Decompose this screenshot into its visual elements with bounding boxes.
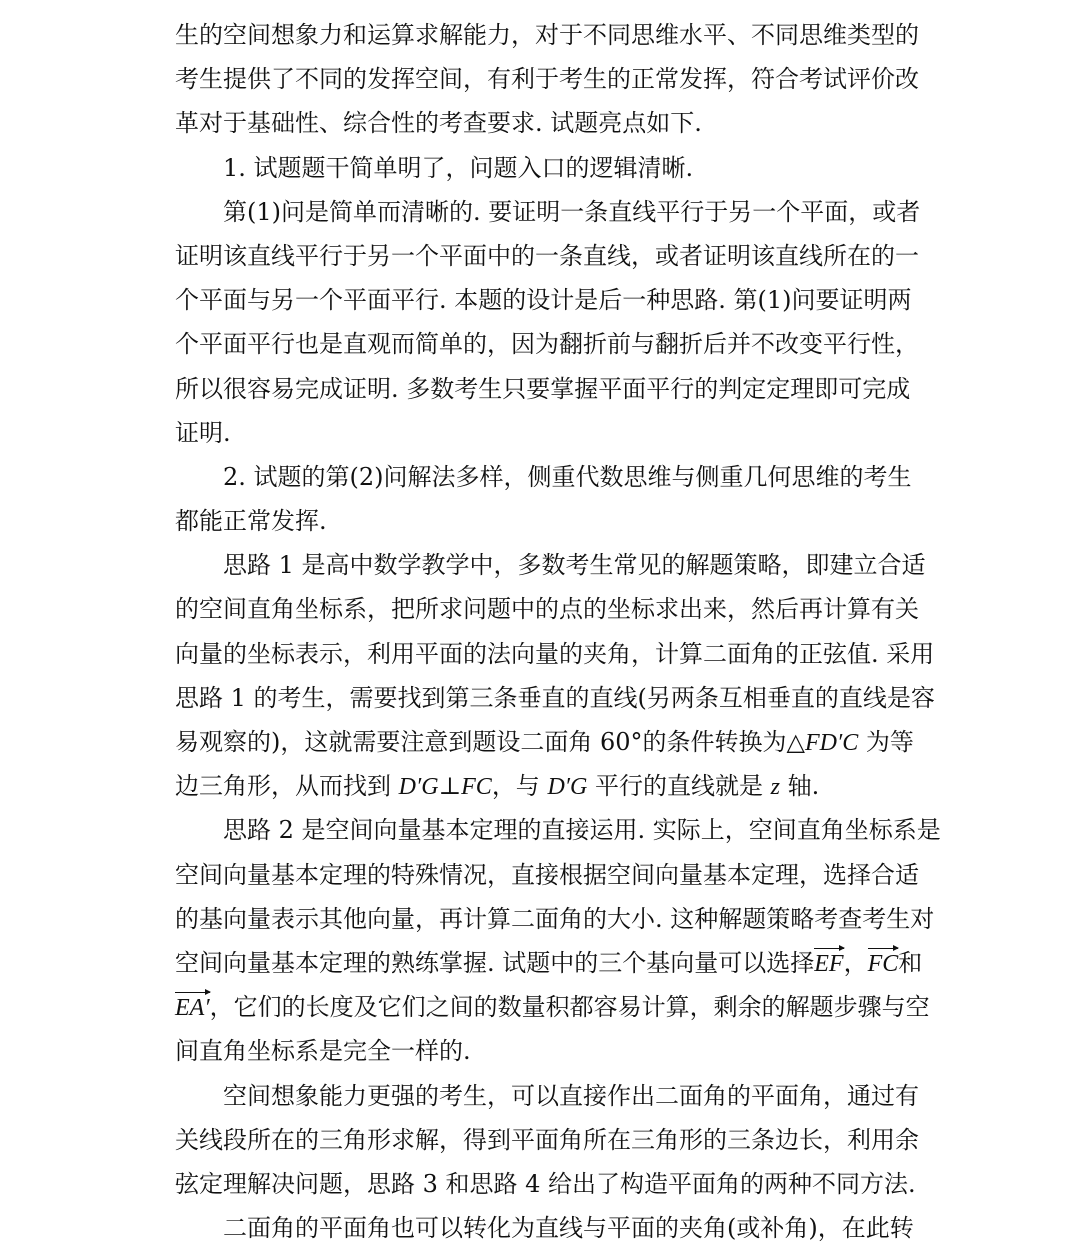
text-line	[175, 57, 919, 101]
vector-notation: EF	[814, 950, 844, 977]
math-expression: D′G	[547, 774, 588, 801]
math-expression: z	[770, 774, 780, 801]
text-line	[175, 1162, 916, 1206]
text-segment: 革对于基础性、综合性的考查要求. 试题亮点如下.	[175, 109, 702, 138]
text-segment: 的空间直角坐标系，把所求问题中的点的坐标求出来，然后再计算有关	[175, 595, 919, 624]
text-line	[175, 1074, 919, 1118]
text-segment: ，与	[491, 772, 548, 801]
vector-notation: EA′	[175, 995, 210, 1022]
text-segment: 易观察的)，这就需要注意到题设二面角 60°的条件转换为△	[175, 728, 805, 756]
text-line	[175, 13, 919, 57]
text-segment: 个平面平行也是直观而简单的，因为翻折前与翻折后并不改变平行性，	[175, 330, 919, 359]
text-line	[175, 985, 930, 1029]
text-segment: 和	[898, 948, 923, 977]
text-line	[175, 720, 914, 764]
text-line	[175, 1206, 914, 1250]
text-segment: ，它们的长度及它们之间的数量积都容易计算，剩余的解题步骤与空	[209, 993, 930, 1022]
text-segment: 考生提供了不同的发挥空间，有利于考生的正常发挥，符合考试评价改	[175, 65, 919, 94]
text-segment: 空间向量基本定理的熟练掌握. 试题中的三个基向量可以选择	[175, 948, 815, 977]
text-segment: ，	[843, 948, 868, 977]
text-line	[175, 234, 919, 278]
text-line	[175, 278, 912, 322]
text-segment: 第(1)问是简单而清晰的. 要证明一条直线平行于另一个平面，或者	[223, 197, 921, 226]
vector-notation: FC	[867, 950, 899, 977]
text-line	[175, 632, 935, 676]
text-segment: 生的空间想象力和运算求解能力，对于不同思维水平、不同思维类型的	[175, 21, 919, 49]
text-segment: 间直角坐标系是完全一样的.	[175, 1037, 471, 1066]
text-line	[175, 101, 906, 145]
text-segment: 为等	[858, 728, 914, 756]
text-line	[175, 808, 941, 852]
text-segment: 1. 试题题干简单明了，问题入口的逻辑清晰.	[223, 153, 694, 182]
math-expression: FC	[461, 774, 492, 801]
text-segment: 轴.	[779, 772, 820, 801]
text-line	[175, 411, 906, 455]
text-segment: ⊥	[438, 772, 462, 801]
text-line	[175, 676, 935, 720]
text-segment: 边三角形，从而找到	[175, 772, 399, 801]
text-line	[175, 764, 906, 808]
text-segment: 关线段所在的三角形求解，得到平面角所在三角形的三条边长，利用余	[175, 1125, 919, 1154]
text-segment: 思路 1 是高中数学教学中，多数考生常见的解题策略，即建立合适	[223, 551, 926, 580]
math-expression: FD′C	[805, 730, 859, 756]
text-line	[175, 1118, 919, 1162]
text-segment: 个平面与另一个平面平行. 本题的设计是后一种思路. 第(1)问要证明两	[175, 286, 912, 315]
text-segment: 空间想象能力更强的考生，可以直接作出二面角的平面角，通过有	[223, 1081, 919, 1110]
text-segment: 空间向量基本定理的特殊情况，直接根据空间向量基本定理，选择合适	[175, 860, 919, 889]
text-line	[175, 499, 906, 543]
text-line	[175, 322, 919, 366]
text-segment: 所以很容易完成证明. 多数考生只要掌握平面平行的判定定理即可完成	[175, 374, 911, 403]
text-line	[175, 587, 919, 631]
text-segment: 二面角的平面角也可以转化为直线与平面的夹角(或补角)，在此转	[223, 1214, 914, 1243]
text-segment: 思路 1 的考生，需要找到第三条垂直的直线(另两条互相垂直的直线是容	[175, 683, 935, 712]
text-segment: 证明该直线平行于另一个平面中的一条直线，或者证明该直线所在的一	[175, 241, 919, 270]
text-segment: 弦定理解决问题，思路 3 和思路 4 给出了构造平面角的两种不同方法.	[175, 1169, 916, 1198]
text-segment: 证明.	[175, 418, 231, 447]
text-line	[175, 897, 935, 941]
text-line	[175, 367, 911, 411]
text-segment: 都能正常发挥.	[175, 507, 327, 536]
text-line	[175, 455, 912, 499]
text-segment: 思路 2 是空间向量基本定理的直接运用. 实际上，空间直角坐标系是	[223, 816, 941, 845]
text-line	[175, 1029, 906, 1073]
math-expression: D′G	[398, 774, 439, 801]
document-page	[175, 13, 941, 1250]
text-line	[175, 853, 919, 897]
text-line	[175, 190, 921, 234]
text-line	[175, 543, 926, 587]
text-line	[175, 146, 906, 190]
text-segment: 的基向量表示其他向量，再计算二面角的大小. 这种解题策略考查考生对	[175, 904, 935, 933]
text-line	[175, 941, 923, 985]
text-segment: 2. 试题的第(2)问解法多样，侧重代数思维与侧重几何思维的考生	[223, 462, 912, 491]
text-segment: 平行的直线就是	[587, 772, 771, 801]
text-segment: 向量的坐标表示，利用平面的法向量的夹角，计算二面角的正弦值. 采用	[175, 639, 935, 668]
